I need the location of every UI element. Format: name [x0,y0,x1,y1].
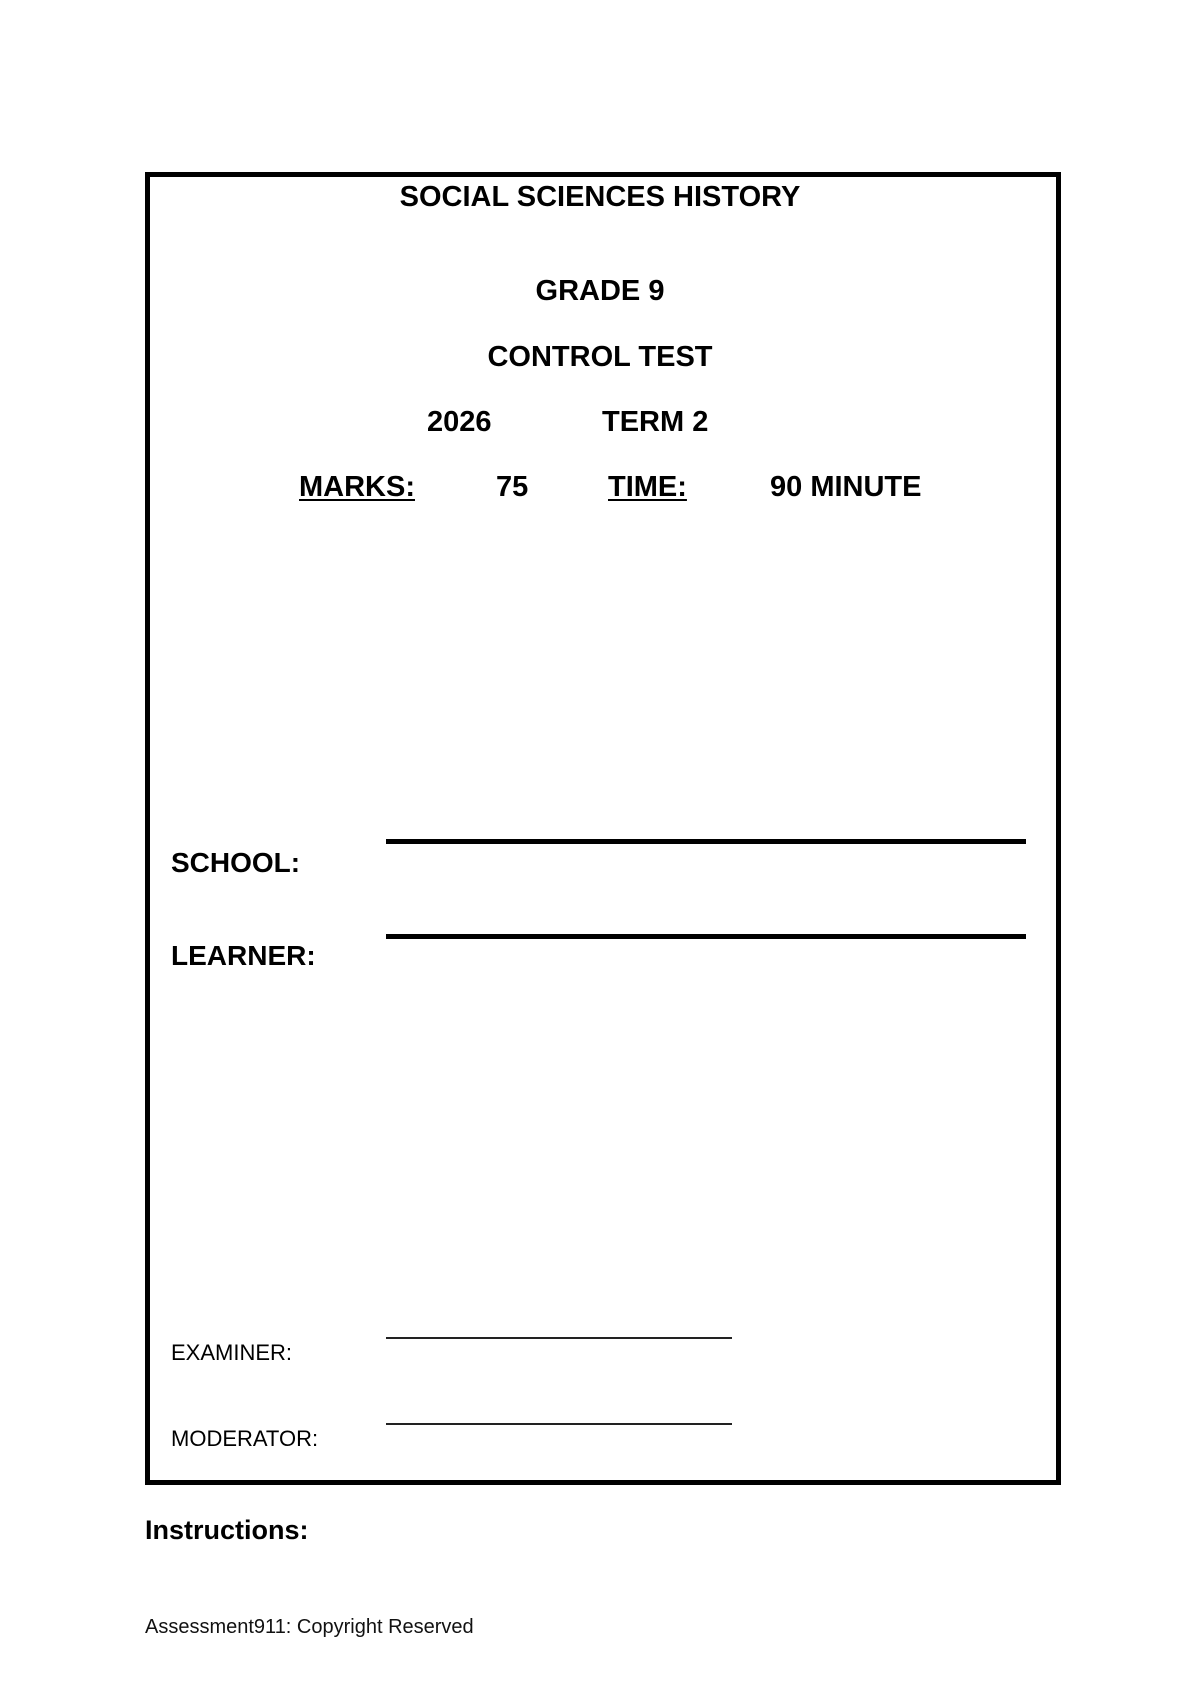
marks-value: 75 [496,471,529,503]
moderator-label: MODERATOR: [171,1426,319,1451]
time-label: TIME: [608,471,687,503]
school-field-line[interactable] [386,839,1026,844]
year: 2026 [427,406,492,438]
moderator-signature-line[interactable] [386,1423,732,1425]
grade-heading: GRADE 9 [535,275,665,307]
time-value: 90 MINUTE [770,471,922,503]
subject-title: SOCIAL SCIENCES HISTORY [399,181,801,213]
examiner-label: EXAMINER: [171,1340,293,1365]
test-type-heading: CONTROL TEST [487,341,713,373]
learner-field-line[interactable] [386,934,1026,939]
school-label: SCHOOL: [171,847,301,878]
learner-label: LEARNER: [171,940,316,971]
term: TERM 2 [602,406,709,438]
marks-label: MARKS: [299,471,415,503]
instructions-heading: Instructions: [145,1515,309,1545]
examiner-signature-line[interactable] [386,1337,732,1339]
copyright-footer: Assessment911: Copyright Reserved [145,1616,474,1638]
